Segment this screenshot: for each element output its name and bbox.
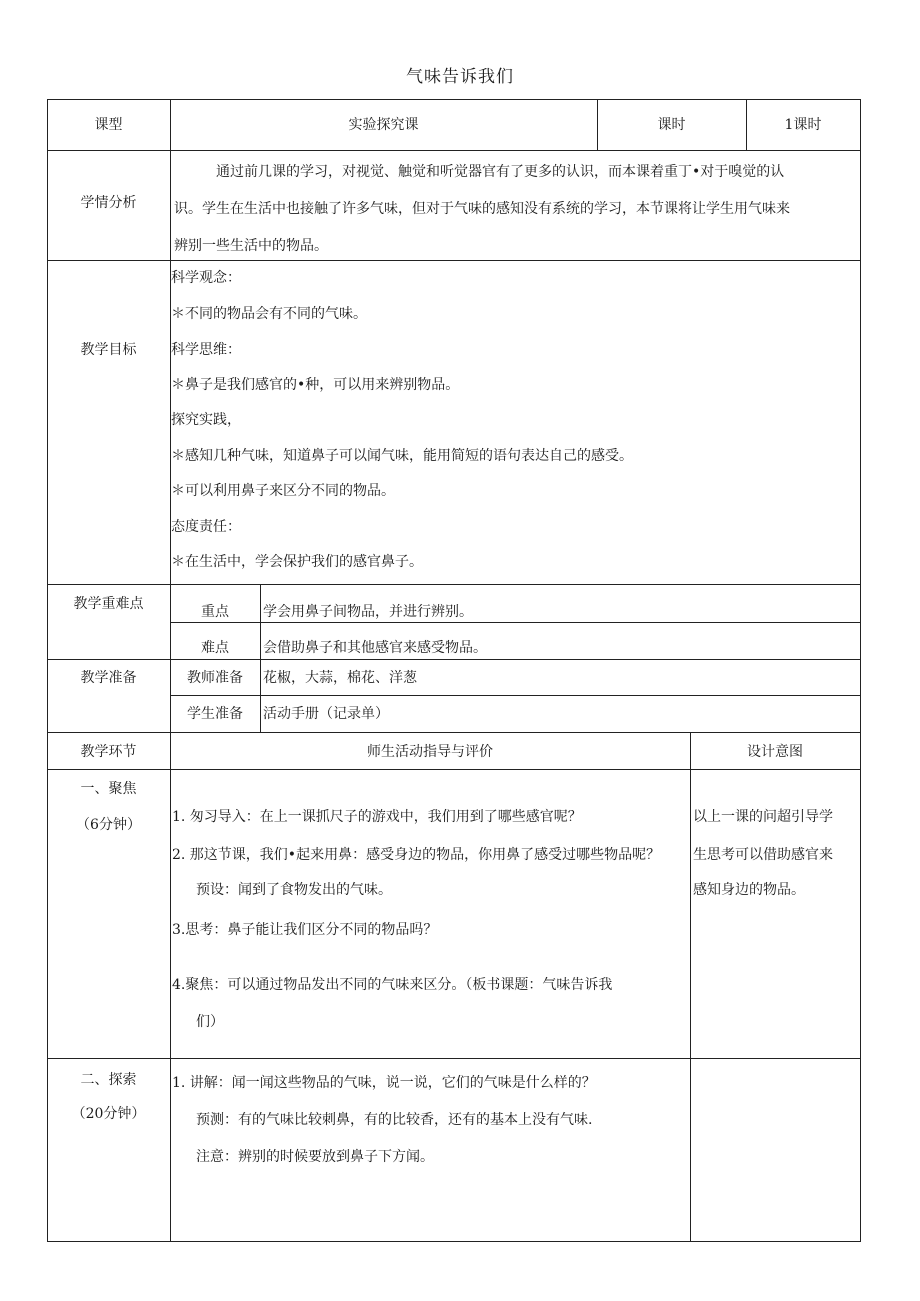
stage2-line: 注意：辨别的时候要放到鼻子下方闻。 (196, 1149, 434, 1165)
stage1-line: 2. 那这节课，我们•起来用鼻：感受身边的物品，你用鼻了感受过哪些物品呢？ (172, 847, 661, 863)
course-type-value: 实验探究课 (348, 117, 419, 133)
stage1-line: 们） (196, 1014, 224, 1030)
objective-line: ＊鼻子是我们感官的•种，可以用来辨别物品。 (171, 377, 460, 393)
stage2-line: 1. 讲解：闻一闻这些物品的气味，说一说，它们的气味是什么样的？ (172, 1075, 596, 1091)
student-prep-value: 活动手册（记录单） (263, 706, 389, 722)
table-rule (260, 584, 261, 733)
key-difficult-label: 教学重难点 (73, 596, 144, 612)
objective-line: ＊不同的物品会有不同的气味。 (171, 306, 367, 322)
preparation-label: 教学准备 (80, 670, 137, 686)
learner-analysis-line: 识。学生在生活中也接触了许多气味，但对于气味的感知没有系统的学习，本节课将让学生用气味来 (174, 201, 790, 217)
teacher-prep-label: 教师准备 (187, 670, 243, 686)
objective-line: ＊在生活中，学会保护我们的感官鼻子。 (171, 554, 423, 570)
stage2-line: 预测：有的气味比较刺鼻，有的比较香，还有的基本上没有气味. (196, 1112, 593, 1128)
stage1-line: 4.聚焦：可以通过物品发出不同的气味来区分。（板书课题：气味告诉我 (172, 977, 613, 993)
difficult-point-value: 会借助鼻子和其他感官来感受物品。 (263, 640, 487, 656)
class-hours-label: 课时 (657, 117, 686, 133)
table-rule (690, 732, 691, 1242)
difficult-point-label: 难点 (201, 640, 229, 656)
document-title: 气味告诉我们 (406, 67, 514, 87)
table-rule (170, 622, 861, 623)
table-border-right (860, 99, 861, 1242)
activity-header: 师生活动指导与评价 (367, 744, 493, 760)
teacher-prep-value: 花椒，大蒜，棉花、洋葱 (263, 670, 417, 686)
class-hours-value: 1课时 (784, 117, 822, 133)
key-point-label: 重点 (201, 604, 229, 620)
key-point-value: 学会用鼻子间物品，并进行辨别。 (263, 604, 473, 620)
objective-line: ＊可以利用鼻子来区分不同的物品。 (171, 483, 395, 499)
stage1-line: 3.思考：鼻子能让我们区分不同的物品吗？ (172, 922, 438, 938)
stage1-intent-line: 生思考可以借助感官来 (693, 847, 833, 863)
learner-analysis-line: 辨别一些生活中的物品。 (174, 238, 328, 254)
stage1-intent-line: 以上一课的问超引导学 (693, 809, 833, 825)
intent-header: 设计意图 (747, 744, 803, 760)
stage1-name: 一、聚焦 (80, 781, 137, 797)
learner-analysis-line: 通过前几课的学习，对视觉、触觉和听觉器官有了更多的认识，而本课着重丁•对于嗅觉的认 (216, 164, 785, 180)
course-type-label: 课型 (94, 117, 123, 133)
objective-line: 探究实践， (171, 412, 241, 428)
table-rule (170, 695, 861, 696)
objective-line: 科学思维： (171, 342, 241, 358)
stage2-time: （20分钟） (71, 1106, 146, 1122)
objective-line: 科学观念： (171, 270, 241, 286)
stage1-time: （6分钟） (76, 817, 141, 833)
objective-line: 态度责任： (171, 519, 241, 535)
objectives-label: 教学目标 (80, 342, 137, 358)
stage1-intent-line: 感知身边的物品。 (693, 882, 805, 898)
stage-header: 教学环节 (80, 744, 137, 760)
objective-line: ＊感知几种气味，知道鼻子可以闻气味，能用简短的语句表达自己的感受。 (171, 448, 633, 464)
stage1-line: 1. 匆习导入：在上一课抓尺子的游戏中，我们用到了哪些感官呢？ (172, 809, 582, 825)
stage1-line: 预设：闻到了食物发出的气味。 (196, 882, 392, 898)
student-prep-label: 学生准备 (187, 706, 243, 722)
learner-analysis-label: 学情分析 (80, 195, 137, 211)
stage2-name: 二、探索 (80, 1072, 137, 1088)
